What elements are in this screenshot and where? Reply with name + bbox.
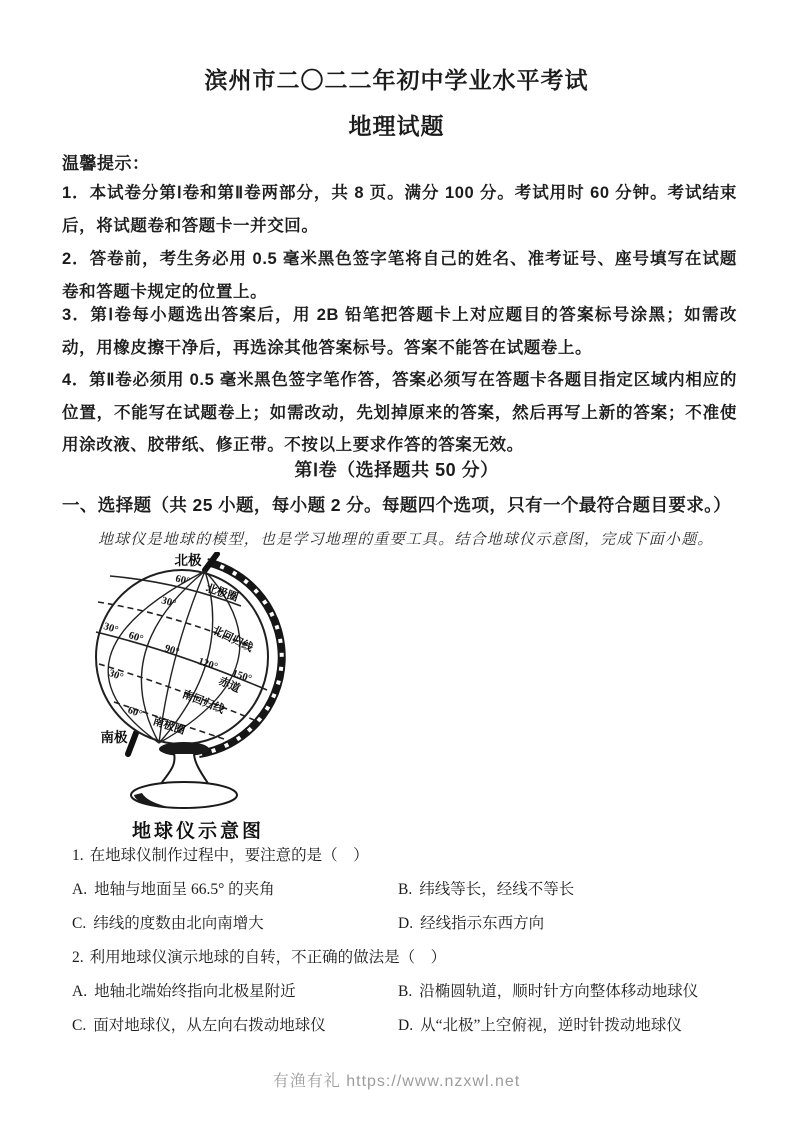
question-2-option-b	[398, 981, 698, 1015]
lat-60n-label: 60°	[174, 573, 192, 588]
option-c-text: 纬线的度数由北向南增大	[93, 915, 264, 932]
notice-item-3: 3．第Ⅰ卷每小题选出答案后，用 2B 铅笔把答题卡上对应题目的答案标号涂黑；如需改动，用橡皮擦干净后，再选涂其他答案标号。答案不能答在试题卷上。	[62, 306, 737, 357]
question-2-text: 利用地球仪演示地球的自转，不正确的做法是（ ）	[89, 949, 447, 966]
question-1-stem	[72, 845, 740, 879]
notice-heading: 温馨提示：	[62, 154, 150, 173]
lat-30n-label: 30°	[160, 595, 178, 610]
antarctic-circle-label: 南极圈	[151, 715, 187, 737]
south-pole-label: 南极	[100, 730, 128, 745]
question-1-option-d	[398, 913, 544, 947]
option-a-text: 地轴北端始终指向北极星附近	[94, 983, 296, 1000]
option-d-text: 经线指示东西方向	[420, 915, 545, 932]
lon-90-label: 90°	[163, 643, 181, 659]
question-1-option-a	[72, 879, 398, 913]
option-b-text: 沿椭圆轨道，顺时针方向整体移动地球仪	[419, 983, 699, 1000]
question-2-number: 2.	[72, 949, 84, 966]
option-b-label: B.	[398, 983, 413, 1000]
option-d-text: 从“北极”上空俯视，逆时针拨动地球仪	[420, 1017, 682, 1034]
question-1-text: 在地球仪制作过程中，要注意的是（ ）	[89, 847, 369, 864]
figure-caption: 地球仪示意图	[131, 821, 264, 842]
option-d-label: D.	[398, 1017, 414, 1034]
south-axis-pin	[128, 733, 136, 754]
question-group-intro: 地球仪是地球的模型，也是学习地理的重要工具。结合地球仪示意图，完成下面小题。	[98, 532, 714, 548]
question-2-option-c	[72, 1015, 398, 1049]
question-1-number: 1.	[72, 847, 84, 864]
option-a-text: 地轴与地面呈 66.5° 的夹角	[94, 881, 275, 898]
option-a-label: A.	[72, 881, 88, 898]
footer-watermark: 有渔有礼 https://www.nzxwl.net	[272, 1073, 521, 1090]
part-heading: 一、选择题（共 25 小题，每小题 2 分。每题四个选项，只有一个最符合题目要求。）	[62, 495, 732, 515]
question-2-stem	[72, 947, 740, 981]
question-2-option-d	[398, 1015, 682, 1049]
question-1-options-row-1	[72, 879, 740, 913]
lon-30-label: 30°	[102, 621, 120, 637]
page-subtitle: 地理试题	[348, 113, 445, 139]
notice-item-4: 4．第Ⅱ卷必须用 0.5 毫米黑色签字笔作答，答案必须写在答题卡各题目指定区域内相应的位置，不能写在试题卷上；如需改动，先划掉原来的答案，然后再写上新的答案；不准使用涂改液、胶带纸、修正带。不按以上要求作答的答案无效。	[62, 371, 737, 454]
globe-figure	[78, 552, 318, 843]
question-1-option-b	[398, 879, 574, 913]
lon-60-label: 60°	[127, 630, 145, 646]
lon-120-label: 120°	[196, 656, 219, 673]
tropic-of-cancer-label: 北回归线	[209, 624, 255, 655]
question-1-option-c	[72, 913, 398, 947]
section-heading: 第Ⅰ卷（选择题共 50 分）	[294, 460, 499, 480]
lon-150-label: 150°	[230, 668, 253, 685]
equator-label: 赤道	[216, 675, 242, 696]
question-2-options-row-1	[72, 981, 740, 1015]
notice-item-1: 1．本试卷分第Ⅰ卷和第Ⅱ卷两部分，共 8 页。满分 100 分。考试用时 60 分钟。考试结束后，将试题卷和答题卡一并交回。	[62, 184, 737, 235]
option-a-label: A.	[72, 983, 88, 1000]
tropic-of-capricorn-label: 南回归线	[180, 688, 226, 717]
arctic-circle-label: 北极圈	[204, 582, 240, 604]
globe-illustration	[78, 552, 318, 814]
option-c-label: C.	[72, 1017, 87, 1034]
option-b-text: 纬线等长，经线不等长	[419, 881, 575, 898]
question-1-options-row-2	[72, 913, 740, 947]
option-d-label: D.	[398, 915, 414, 932]
north-pole-label: 北极	[174, 553, 202, 568]
page-title: 滨州市二〇二二年初中学业水平考试	[204, 67, 589, 93]
notice-item-2: 2．答卷前，考生务必用 0.5 毫米黑色签字笔将自己的姓名、准考证号、座号填写在试题卷和答题卡规定的位置上。	[62, 250, 737, 301]
option-c-text: 面对地球仪，从左向右拨动地球仪	[93, 1017, 326, 1034]
lat-30s-label: 30°	[107, 667, 125, 684]
question-2-options-row-2	[72, 1015, 740, 1049]
option-c-label: C.	[72, 915, 87, 932]
lat-60s-label: 60°	[126, 704, 144, 721]
question-block	[72, 845, 740, 1049]
question-2-option-a	[72, 981, 398, 1015]
option-b-label: B.	[398, 881, 413, 898]
